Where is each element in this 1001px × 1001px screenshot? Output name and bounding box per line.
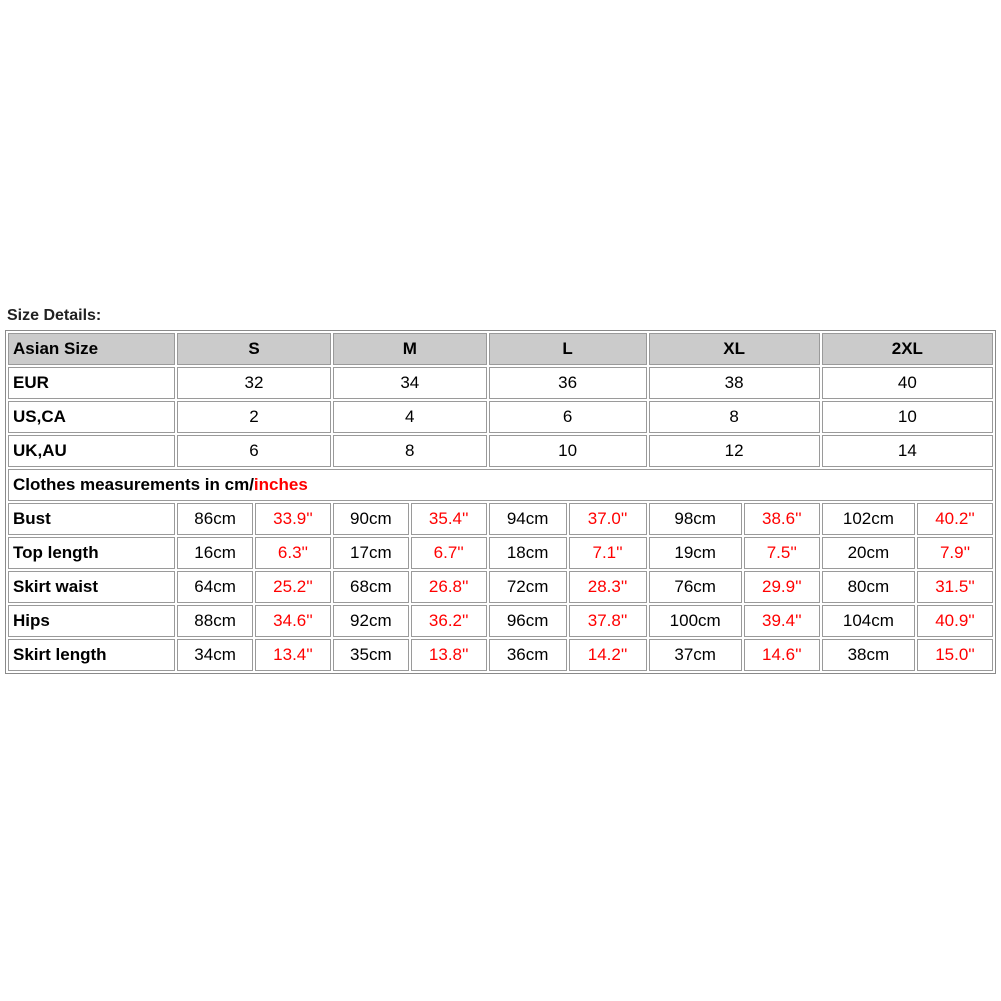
conversion-value: 6 <box>177 435 331 467</box>
size-chart-table <box>5 330 996 674</box>
inch-value: 26.8'' <box>411 571 487 603</box>
inch-value: 13.4'' <box>255 639 331 671</box>
measurement-row-skirt-waist <box>8 571 993 603</box>
conversion-value: 40 <box>822 367 993 399</box>
cm-value: 38cm <box>822 639 915 671</box>
inch-value: 34.6'' <box>255 605 331 637</box>
conversion-value: 10 <box>489 435 647 467</box>
page-title: Size Details: <box>7 307 102 324</box>
size-header: L <box>489 333 647 365</box>
cm-value: 94cm <box>489 503 567 535</box>
measurement-row-skirt-length <box>8 639 993 671</box>
inch-value: 14.6'' <box>744 639 820 671</box>
size-header: XL <box>649 333 820 365</box>
cm-value: 92cm <box>333 605 409 637</box>
inch-value: 35.4'' <box>411 503 487 535</box>
cm-value: 37cm <box>649 639 742 671</box>
conversion-value: 2 <box>177 401 331 433</box>
cm-value: 34cm <box>177 639 253 671</box>
inch-value: 31.5'' <box>917 571 993 603</box>
row-label: EUR <box>8 367 175 399</box>
conversion-row-eur <box>8 367 993 399</box>
cm-value: 88cm <box>177 605 253 637</box>
section-heading <box>8 469 993 501</box>
cm-value: 96cm <box>489 605 567 637</box>
inch-value: 25.2'' <box>255 571 331 603</box>
header-label: Asian Size <box>8 333 175 365</box>
header-row <box>8 333 993 365</box>
conversion-value: 12 <box>649 435 820 467</box>
section-row <box>8 469 993 501</box>
size-header: S <box>177 333 331 365</box>
row-label: US,CA <box>8 401 175 433</box>
inch-value: 36.2'' <box>411 605 487 637</box>
cm-value: 76cm <box>649 571 742 603</box>
inch-value: 14.2'' <box>569 639 647 671</box>
inch-value: 28.3'' <box>569 571 647 603</box>
inch-value: 40.2'' <box>917 503 993 535</box>
inch-value: 13.8'' <box>411 639 487 671</box>
measurement-row-top-length <box>8 537 993 569</box>
cm-value: 17cm <box>333 537 409 569</box>
cm-value: 16cm <box>177 537 253 569</box>
inch-value: 33.9'' <box>255 503 331 535</box>
inch-value: 7.5'' <box>744 537 820 569</box>
row-label: Skirt waist <box>8 571 175 603</box>
inch-value: 7.9'' <box>917 537 993 569</box>
conversion-value: 10 <box>822 401 993 433</box>
conversion-value: 8 <box>333 435 487 467</box>
conversion-value: 32 <box>177 367 331 399</box>
row-label: Skirt length <box>8 639 175 671</box>
measurement-row-hips <box>8 605 993 637</box>
conversion-value: 8 <box>649 401 820 433</box>
cm-value: 102cm <box>822 503 915 535</box>
conversion-row-uk-au <box>8 435 993 467</box>
conversion-value: 38 <box>649 367 820 399</box>
cm-value: 68cm <box>333 571 409 603</box>
row-label: UK,AU <box>8 435 175 467</box>
inch-value: 6.7'' <box>411 537 487 569</box>
row-label: Bust <box>8 503 175 535</box>
cm-value: 18cm <box>489 537 567 569</box>
inch-value: 40.9'' <box>917 605 993 637</box>
cm-value: 72cm <box>489 571 567 603</box>
inch-value: 15.0'' <box>917 639 993 671</box>
inch-value: 29.9'' <box>744 571 820 603</box>
row-label: Top length <box>8 537 175 569</box>
inch-value: 6.3'' <box>255 537 331 569</box>
cm-value: 90cm <box>333 503 409 535</box>
measurement-row-bust <box>8 503 993 535</box>
conversion-value: 14 <box>822 435 993 467</box>
inch-value: 39.4'' <box>744 605 820 637</box>
size-header: 2XL <box>822 333 993 365</box>
cm-value: 80cm <box>822 571 915 603</box>
cm-value: 104cm <box>822 605 915 637</box>
inch-value: 37.0'' <box>569 503 647 535</box>
cm-value: 19cm <box>649 537 742 569</box>
section-text: Clothes measurements in cm/ <box>13 475 254 494</box>
inch-value: 7.1'' <box>569 537 647 569</box>
cm-value: 100cm <box>649 605 742 637</box>
cm-value: 35cm <box>333 639 409 671</box>
cm-value: 86cm <box>177 503 253 535</box>
cm-value: 64cm <box>177 571 253 603</box>
cm-value: 20cm <box>822 537 915 569</box>
section-accent-text: inches <box>253 475 308 494</box>
size-header: M <box>333 333 487 365</box>
inch-value: 37.8'' <box>569 605 647 637</box>
conversion-row-us-ca <box>8 401 993 433</box>
cm-value: 36cm <box>489 639 567 671</box>
cm-value: 98cm <box>649 503 742 535</box>
row-label: Hips <box>8 605 175 637</box>
inch-value: 38.6'' <box>744 503 820 535</box>
conversion-value: 34 <box>333 367 487 399</box>
conversion-value: 36 <box>489 367 647 399</box>
conversion-value: 4 <box>333 401 487 433</box>
conversion-value: 6 <box>489 401 647 433</box>
